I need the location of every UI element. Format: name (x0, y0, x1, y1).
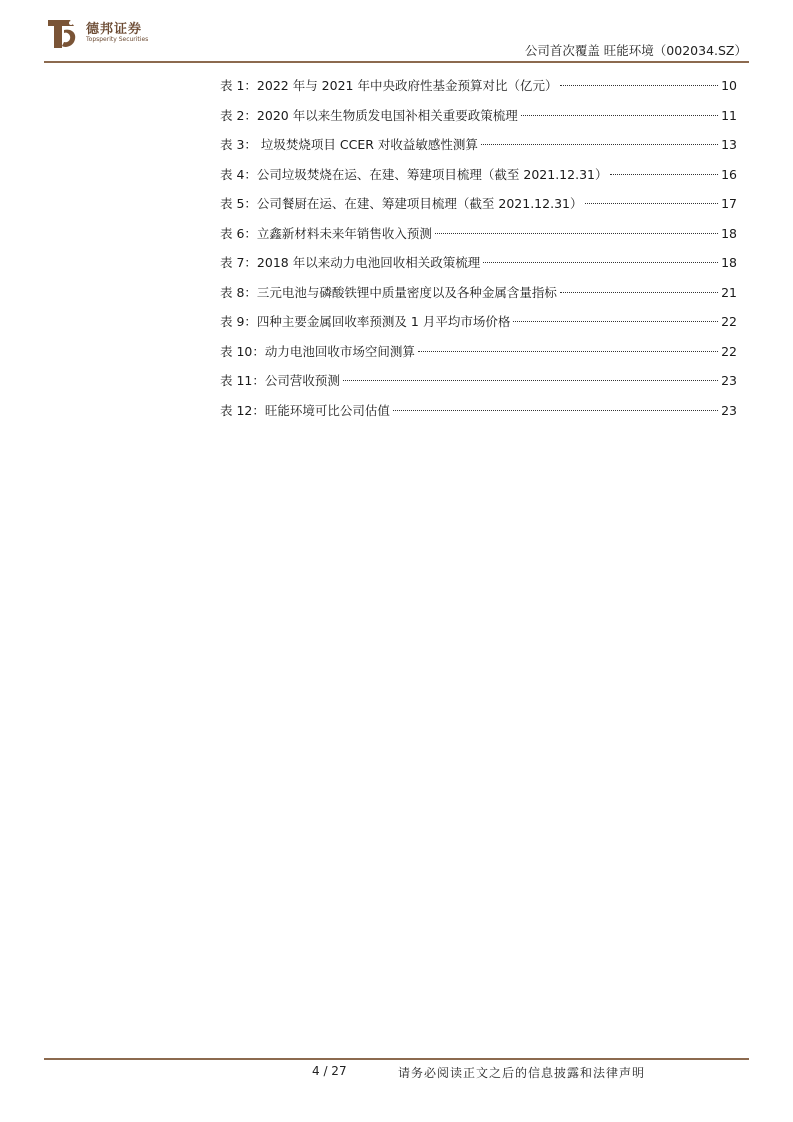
toc-item-label: 表 1：2022 年与 2021 年中央政府性基金预算对比（亿元） (220, 78, 558, 93)
toc-item[interactable] (220, 278, 737, 308)
toc-item-page: 21 (721, 284, 737, 300)
table-of-contents (220, 71, 737, 425)
logo-icon (44, 16, 80, 52)
company-logo (44, 14, 184, 54)
toc-item-label: 表 7：2018 年以来动力电池回收相关政策梳理 (220, 255, 481, 270)
page-number: 4 / 27 (312, 1064, 347, 1078)
footer-divider (44, 1058, 749, 1060)
toc-item[interactable] (220, 248, 737, 278)
toc-item-label: 表 8：三元电池与磷酸铁锂中质量密度以及各种金属含量指标 (220, 284, 557, 300)
legal-disclaimer: 请务必阅读正文之后的信息披露和法律声明 (398, 1066, 646, 1080)
toc-item-page: 18 (721, 255, 737, 270)
toc-leader-dots (585, 203, 718, 204)
toc-item-page: 18 (721, 225, 737, 241)
toc-item-label: 表 12：旺能环境可比公司估值 (220, 402, 390, 418)
toc-leader-dots (483, 262, 718, 263)
toc-item[interactable] (220, 307, 737, 337)
toc-item[interactable] (220, 337, 737, 367)
toc-leader-dots (513, 321, 718, 322)
toc-leader-dots (481, 144, 718, 145)
toc-item[interactable] (220, 189, 737, 219)
toc-leader-dots (560, 292, 718, 293)
toc-item[interactable] (220, 396, 737, 426)
toc-item[interactable] (220, 160, 737, 190)
toc-item[interactable] (220, 71, 737, 101)
toc-item-page: 13 (721, 137, 737, 152)
toc-item-page: 16 (721, 166, 737, 182)
toc-item[interactable] (220, 366, 737, 396)
toc-item-label: 表 3： 垃圾焚烧项目 CCER 对收益敏感性测算 (220, 137, 478, 152)
toc-item[interactable] (220, 130, 737, 160)
brand-name-cn: 德邦证券 (86, 22, 143, 37)
toc-leader-dots (343, 380, 718, 381)
toc-item-page: 22 (721, 343, 737, 359)
page-header (44, 14, 749, 62)
toc-leader-dots (435, 233, 718, 234)
header-divider (44, 61, 749, 63)
toc-leader-dots (521, 115, 718, 116)
toc-item-label: 表 2：2020 年以来生物质发电国补相关重要政策梳理 (220, 107, 518, 123)
toc-item-label: 表 9：四种主要金属回收率预测及 1 月平均市场价格 (220, 314, 511, 329)
toc-item-label: 表 11：公司营收预测 (220, 373, 340, 388)
toc-item-page: 11 (721, 107, 737, 123)
toc-item[interactable] (220, 101, 737, 131)
toc-item-page: 23 (721, 373, 737, 388)
toc-item-label: 表 6：立鑫新材料未来年销售收入预测 (220, 225, 432, 241)
toc-leader-dots (393, 410, 718, 411)
toc-item-page: 23 (721, 402, 737, 418)
brand-name-en: Topsperity Securities (86, 36, 149, 43)
toc-leader-dots (418, 351, 718, 352)
toc-item-page: 17 (721, 196, 737, 211)
document-title: 公司首次覆盖 旺能环境（002034.SZ） (524, 43, 747, 58)
toc-item[interactable] (220, 219, 737, 249)
toc-item-page: 10 (721, 78, 737, 93)
toc-item-label: 表 10：动力电池回收市场空间测算 (220, 343, 415, 359)
toc-item-label: 表 5：公司餐厨在运、在建、筹建项目梳理（截至 2021.12.31） (220, 196, 583, 211)
toc-leader-dots (560, 85, 718, 86)
toc-item-label: 表 4：公司垃圾焚烧在运、在建、筹建项目梳理（截至 2021.12.31） (220, 166, 608, 182)
toc-leader-dots (610, 174, 718, 175)
toc-item-page: 22 (721, 314, 737, 329)
